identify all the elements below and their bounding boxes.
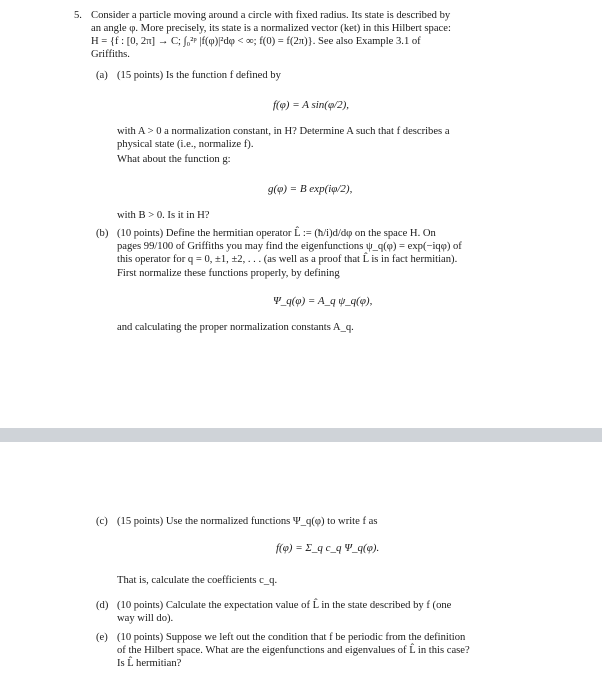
part-c-line-2: That is, calculate the coefficients c_q.: [117, 575, 278, 586]
part-d-label: (d): [96, 600, 109, 611]
part-a-line-2: with A > 0 a normalization constant, in H? Determine A such that f describes a: [117, 126, 450, 137]
part-b-line-5: and calculating the proper normalization constants A_q.: [117, 322, 354, 333]
part-b-line-4: First normalize these functions properly, by defining: [117, 268, 340, 279]
page-divider: [0, 428, 602, 442]
part-e-label: (e): [96, 632, 108, 643]
part-a-line-4: What about the function g:: [117, 154, 231, 165]
part-e-line-2: of the Hilbert space. What are the eigenfunctions and eigenvalues of L̂ in this case?: [117, 645, 470, 656]
part-a-line-1: (15 points) Is the function f defined by: [117, 70, 281, 81]
part-c-equation: f(φ) = Σ_q c_q Ψ_q(φ).: [276, 542, 380, 554]
part-d-line-1: (10 points) Calculate the expectation value of L̂ in the state described by f (one: [117, 600, 452, 611]
intro-line-3: H = {f : [0, 2π] → C; ∫₀²ᵖ |f(φ)|²dφ < ∞; f(0) = f(2π)}. See also Example 3.1 of: [91, 36, 421, 47]
part-d-line-2: way will do).: [117, 613, 174, 624]
intro-line-4: Griffiths.: [91, 49, 130, 60]
part-a-label: (a): [96, 70, 108, 81]
part-a-equation-f: f(φ) = A sin(φ/2),: [273, 99, 350, 111]
part-b-line-2: pages 99/100 of Griffiths you may find the eigenfunctions ψ_q(φ) = exp(−iqφ) of: [117, 241, 462, 252]
part-a-line-5: with B > 0. Is it in H?: [117, 210, 210, 221]
part-b-line-1: (10 points) Define the hermitian operator L̂ := (ħ/i)d/dφ on the space H. On: [117, 228, 436, 239]
intro-line-2: an angle φ. More precisely, its state is a normalized vector (ket) in this Hilbert space:: [91, 23, 451, 34]
document-page-2: [0, 442, 602, 700]
part-e-line-1: (10 points) Suppose we left out the condition that f be periodic from the definition: [117, 632, 466, 643]
part-a-line-3: physical state (i.e., normalize f).: [117, 139, 254, 150]
part-a-equation-g: g(φ) = B exp(iφ/2),: [268, 183, 353, 195]
part-b-equation: Ψ_q(φ) = A_q ψ_q(φ),: [273, 295, 373, 307]
intro-line-1: Consider a particle moving around a circle with fixed radius. Its state is described by: [91, 10, 451, 21]
part-e-line-3: Is L̂ hermitian?: [117, 658, 182, 669]
part-b-label: (b): [96, 228, 109, 239]
part-c-label: (c): [96, 516, 108, 527]
part-c-line-1: (15 points) Use the normalized functions Ψ_q(φ) to write f as: [117, 516, 378, 527]
problem-number: 5.: [74, 10, 82, 21]
part-b-line-3: this operator for q = 0, ±1, ±2, . . . (as well as a proof that L̂ is in fact hermitian).: [117, 254, 458, 265]
